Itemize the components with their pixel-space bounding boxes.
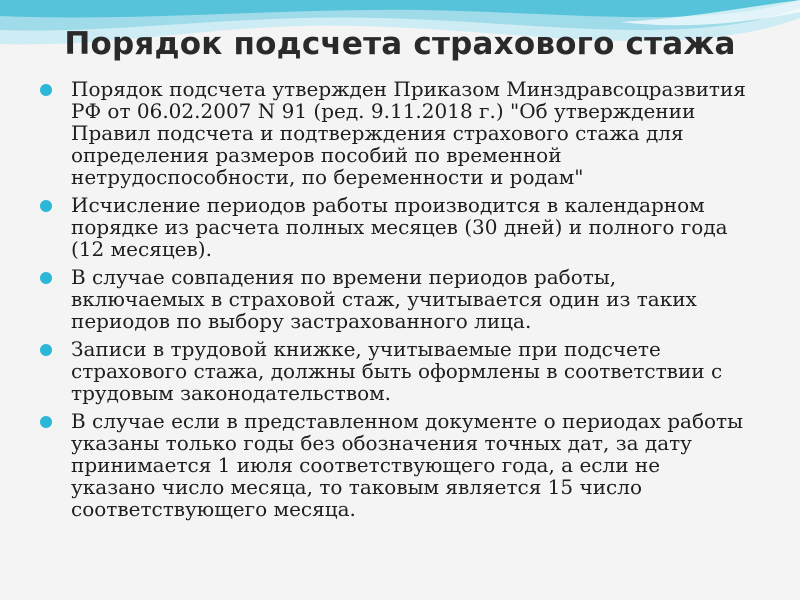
bullet-text: Порядок подсчета утвержден Приказом Минздравсоцразвития РФ от 06.02.2007 N 91 (ред. 9.11.2018 г.) "Об утверждении Правил подсчета и подтверждения страхового стажа для определения размеров пособий по временной нетрудоспособности, по беременности и родам" [71, 77, 746, 189]
bullet-item-4 [40, 338, 750, 404]
bullet-item-2 [40, 194, 750, 260]
bullet-item-3 [40, 266, 750, 332]
bullet-item-5 [40, 410, 750, 520]
bullet-item-1 [40, 78, 750, 188]
bullet-dot-icon [40, 84, 52, 96]
bullet-dot-icon [40, 272, 52, 284]
bullet-dot-icon [40, 416, 52, 428]
bullet-text: Исчисление периодов работы производится в календарном порядке из расчета полных месяцев (30 дней) и полного года (12 месяцев). [71, 193, 728, 261]
slide-title: Порядок подсчета страхового стажа [64, 26, 736, 62]
bullet-text: Записи в трудовой книжке, учитываемые при подсчете страхового стажа, должны быть оформлены в соответствии с трудовым законодательством. [71, 337, 723, 405]
bullet-text: В случае если в представленном документе о периодах работы указаны только годы без обозначения точных дат, за дату принимается 1 июля соответствующего года, а если не указано число месяца, то таковым является 15 число соответствующего месяца. [71, 409, 744, 521]
bullet-dot-icon [40, 200, 52, 212]
bullet-dot-icon [40, 344, 52, 356]
bullet-text: В случае совпадения по времени периодов работы, включаемых в страховой стаж, учитывается один из таких периодов по выбору застрахованного лица. [71, 265, 697, 333]
bullet-list [40, 78, 750, 526]
